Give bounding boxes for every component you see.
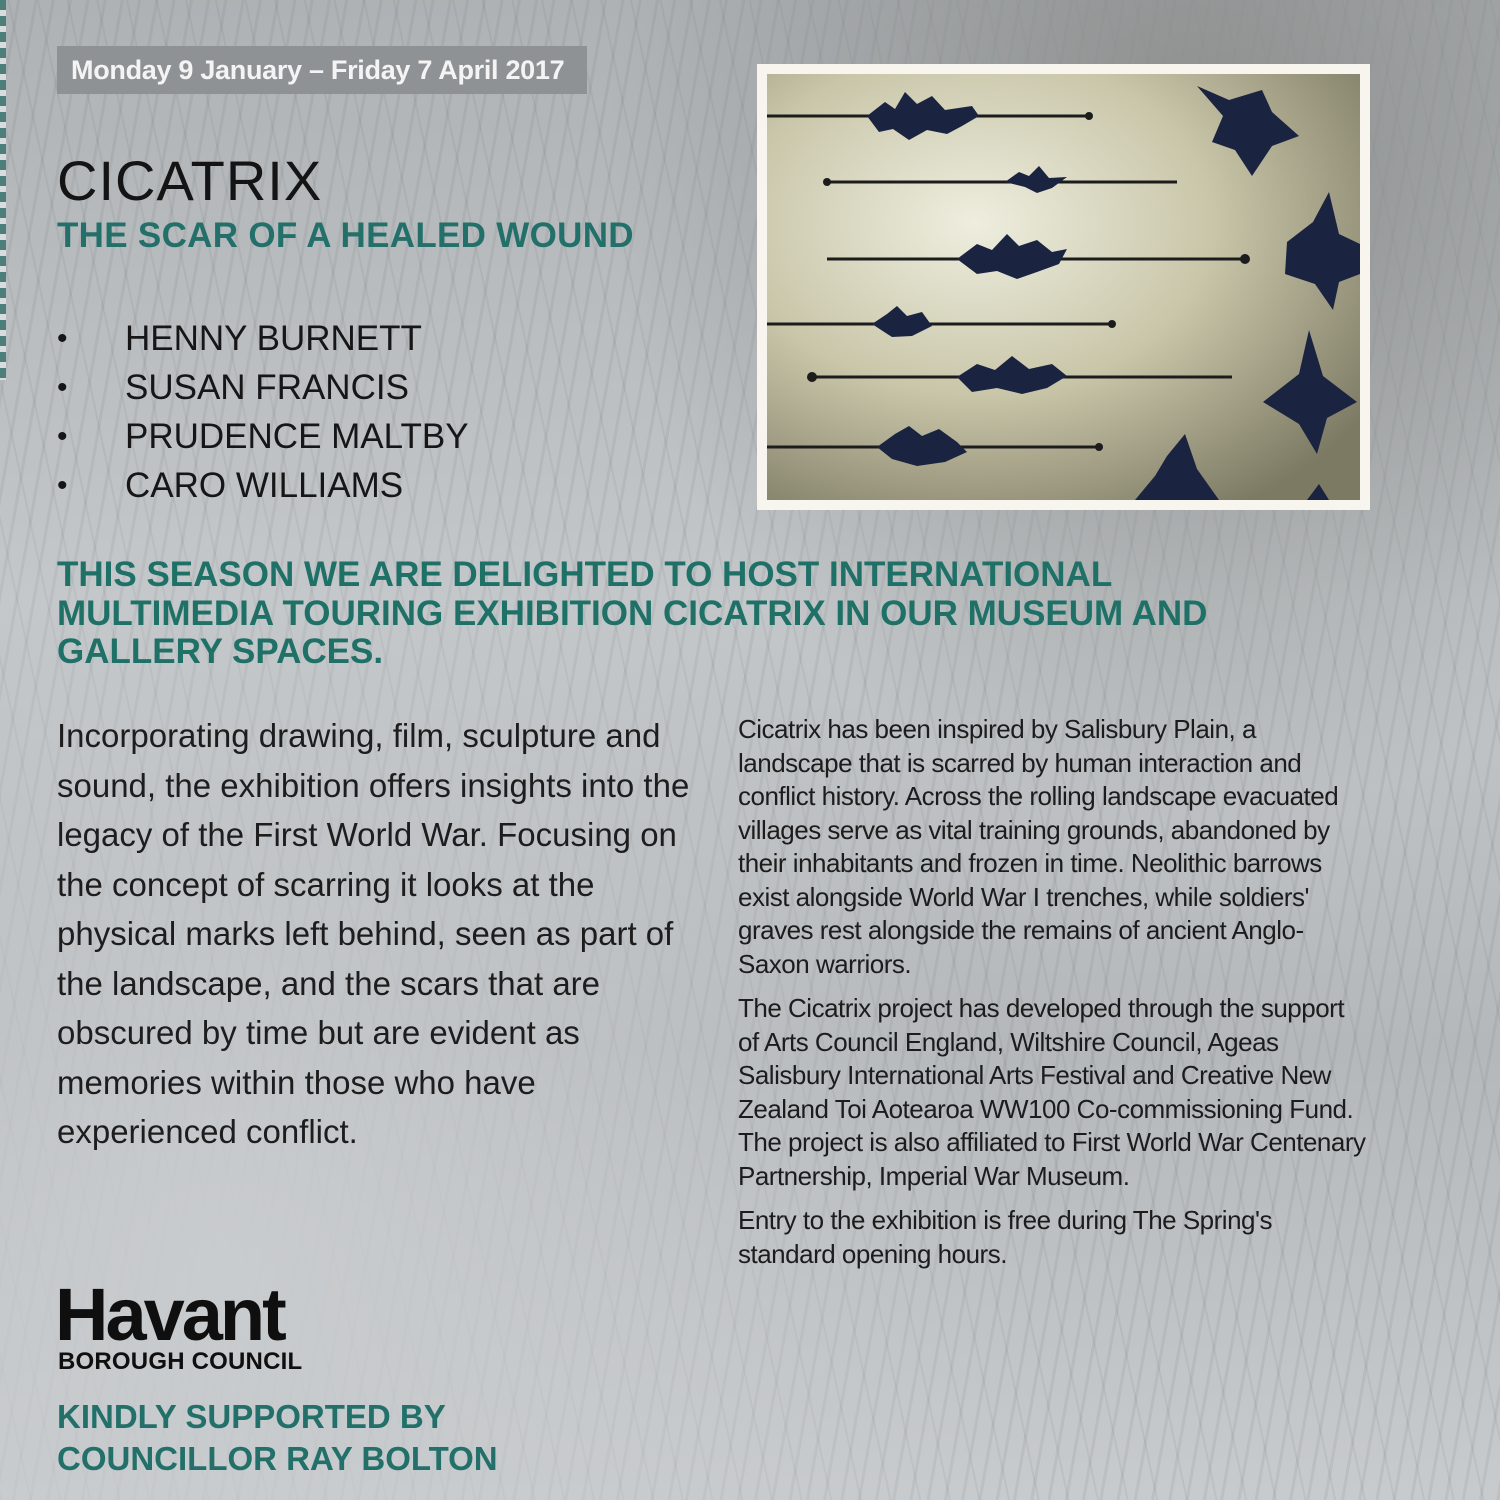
list-item xyxy=(57,314,469,363)
bullet-icon: • xyxy=(57,419,68,453)
scarred-paper-artwork xyxy=(767,74,1360,500)
artwork-photo xyxy=(757,64,1370,510)
bullet-icon: • xyxy=(57,468,68,502)
list-item xyxy=(57,363,469,412)
borough-council-logo-text: BOROUGH COUNCIL xyxy=(58,1348,303,1375)
artist-name: HENNY BURNETT xyxy=(125,318,422,358)
exhibition-title: CICATRIX xyxy=(57,149,323,212)
support-line: KINDLY SUPPORTED BY xyxy=(57,1398,446,1435)
line-endpoint xyxy=(807,372,817,382)
artist-list xyxy=(57,314,469,510)
artist-name: PRUDENCE MALTBY xyxy=(125,416,469,456)
havant-logo: Havant xyxy=(55,1273,284,1356)
date-range-banner: Monday 9 January – Friday 7 April 2017 xyxy=(57,46,587,94)
list-item xyxy=(57,461,469,510)
exhibition-subtitle: THE SCAR OF A HEALED WOUND xyxy=(57,216,634,255)
artist-name: CARO WILLIAMS xyxy=(125,465,404,505)
exhibition-description: Incorporating drawing, film, sculpture and sound, the exhibition offers insights into the legacy of the First World War. Focusing on the concept of scarring it looks at the physical marks left behind, seen as part of the landscape, and the scars that are obscured by time but are evident as memories within those who have experienced conflict. xyxy=(57,717,690,1150)
line-endpoint xyxy=(1108,320,1116,328)
details-paragraph: The Cicatrix project has developed through the support of Arts Council England, Wiltshire Council, Ageas Salisbury International Arts Festival and Creative New Zealand Toi Aotearoa WW100 Co-commissioning Fund. The project is also affiliated to First World War Centenary Partnership, Imperial War Museum. xyxy=(738,993,1366,1191)
details-paragraph: Cicatrix has been inspired by Salisbury Plain, a landscape that is scarred by human interaction and conflict history. Across the rolling landscape evacuated villages serve as vital training grounds, abandoned by their inhabitants and frozen in time. Neolithic barrows exist alongside World War I trenches, while soldiers' graves rest alongside the remains of ancient Anglo-Saxon warriors. xyxy=(738,714,1339,979)
bullet-icon: • xyxy=(57,370,68,404)
line-endpoint xyxy=(1240,254,1250,264)
support-line: COUNCILLOR RAY BOLTON xyxy=(57,1440,498,1477)
bullet-icon: • xyxy=(57,321,68,355)
list-item xyxy=(57,412,469,461)
lead-statement: THIS SEASON WE ARE DELIGHTED TO HOST INTERNATIONAL MULTIMEDIA TOURING EXHIBITION CICATRIX IN OUR MUSEUM AND GALLERY SPACES. xyxy=(57,555,1208,671)
left-edge-strip xyxy=(0,0,6,380)
line-endpoint xyxy=(1095,443,1103,451)
details-paragraph: Entry to the exhibition is free during The Spring's standard opening hours. xyxy=(738,1205,1272,1269)
line-endpoint xyxy=(823,178,831,186)
artist-name: SUSAN FRANCIS xyxy=(125,367,409,407)
line-endpoint xyxy=(1085,112,1093,120)
exhibition-details xyxy=(738,713,1368,1282)
support-credit xyxy=(57,1396,498,1480)
